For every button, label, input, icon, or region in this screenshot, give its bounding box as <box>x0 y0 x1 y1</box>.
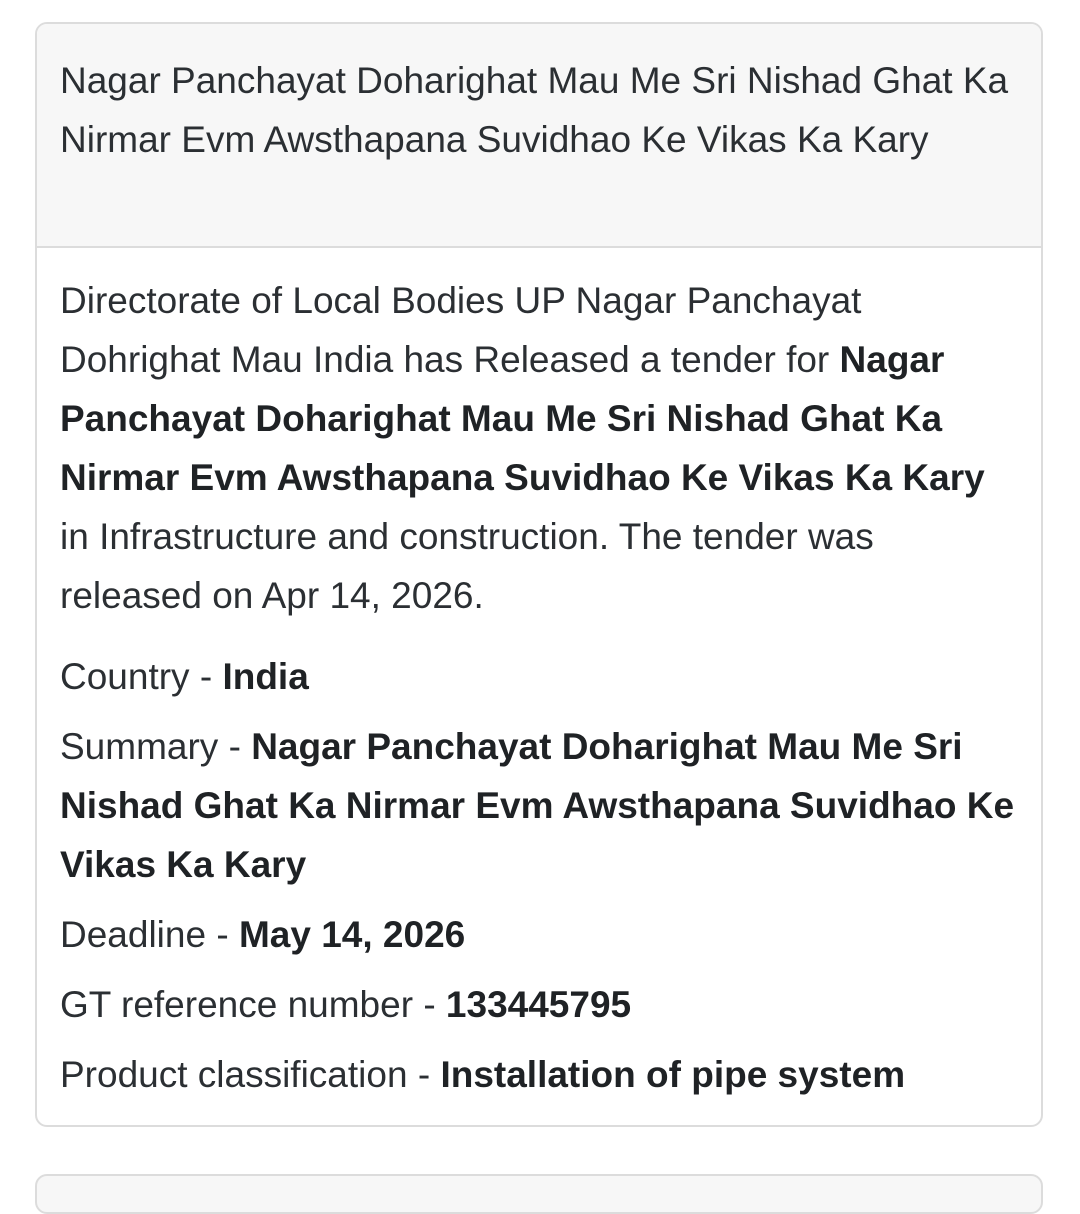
tender-title: Nagar Panchayat Doharighat Mau Me Sri Nishad Ghat Ka Nirmar Evm Awsthapana Suvidhao Ke Vikas Ka Kary <box>60 60 1009 160</box>
description-suffix: in Infrastructure and construction. The tender was released on Apr 14, 2026. <box>60 516 874 616</box>
deadline-value: May 14, 2026 <box>238 914 466 955</box>
tender-description <box>60 271 1021 625</box>
tender-card <box>35 22 1043 1127</box>
description-title: Nagar Panchayat Doharighat Mau Me Sri Nishad Ghat Ka Nirmar Evm Awsthapana Suvidhao Ke Vikas Ka Kary <box>60 339 985 498</box>
country-field <box>60 647 1021 706</box>
description-prefix: Directorate of Local Bodies UP Nagar Panchayat Dohrighat Mau India has Released a tender for <box>60 280 862 380</box>
product-classification-value: Installation of pipe system <box>440 1054 906 1095</box>
next-tender-card <box>35 1174 1043 1214</box>
summary-label: Summary - <box>60 726 252 767</box>
tender-card-header <box>37 24 1041 248</box>
summary-value: Nagar Panchayat Doharighat Mau Me Sri Nishad Ghat Ka Nirmar Evm Awsthapana Suvidhao Ke Vikas Ka Kary <box>60 726 1015 885</box>
summary-field <box>60 717 1021 894</box>
gt-reference-label: GT reference number - <box>60 984 446 1025</box>
product-classification-field <box>60 1045 1021 1104</box>
tender-card-body <box>37 248 1041 1104</box>
country-label: Country - <box>60 656 223 697</box>
gt-reference-field <box>60 975 1021 1034</box>
product-classification-label: Product classification - <box>60 1054 441 1095</box>
deadline-field <box>60 905 1021 964</box>
deadline-label: Deadline - <box>60 914 239 955</box>
country-value: India <box>222 656 309 697</box>
gt-reference-value: 133445795 <box>445 984 632 1025</box>
